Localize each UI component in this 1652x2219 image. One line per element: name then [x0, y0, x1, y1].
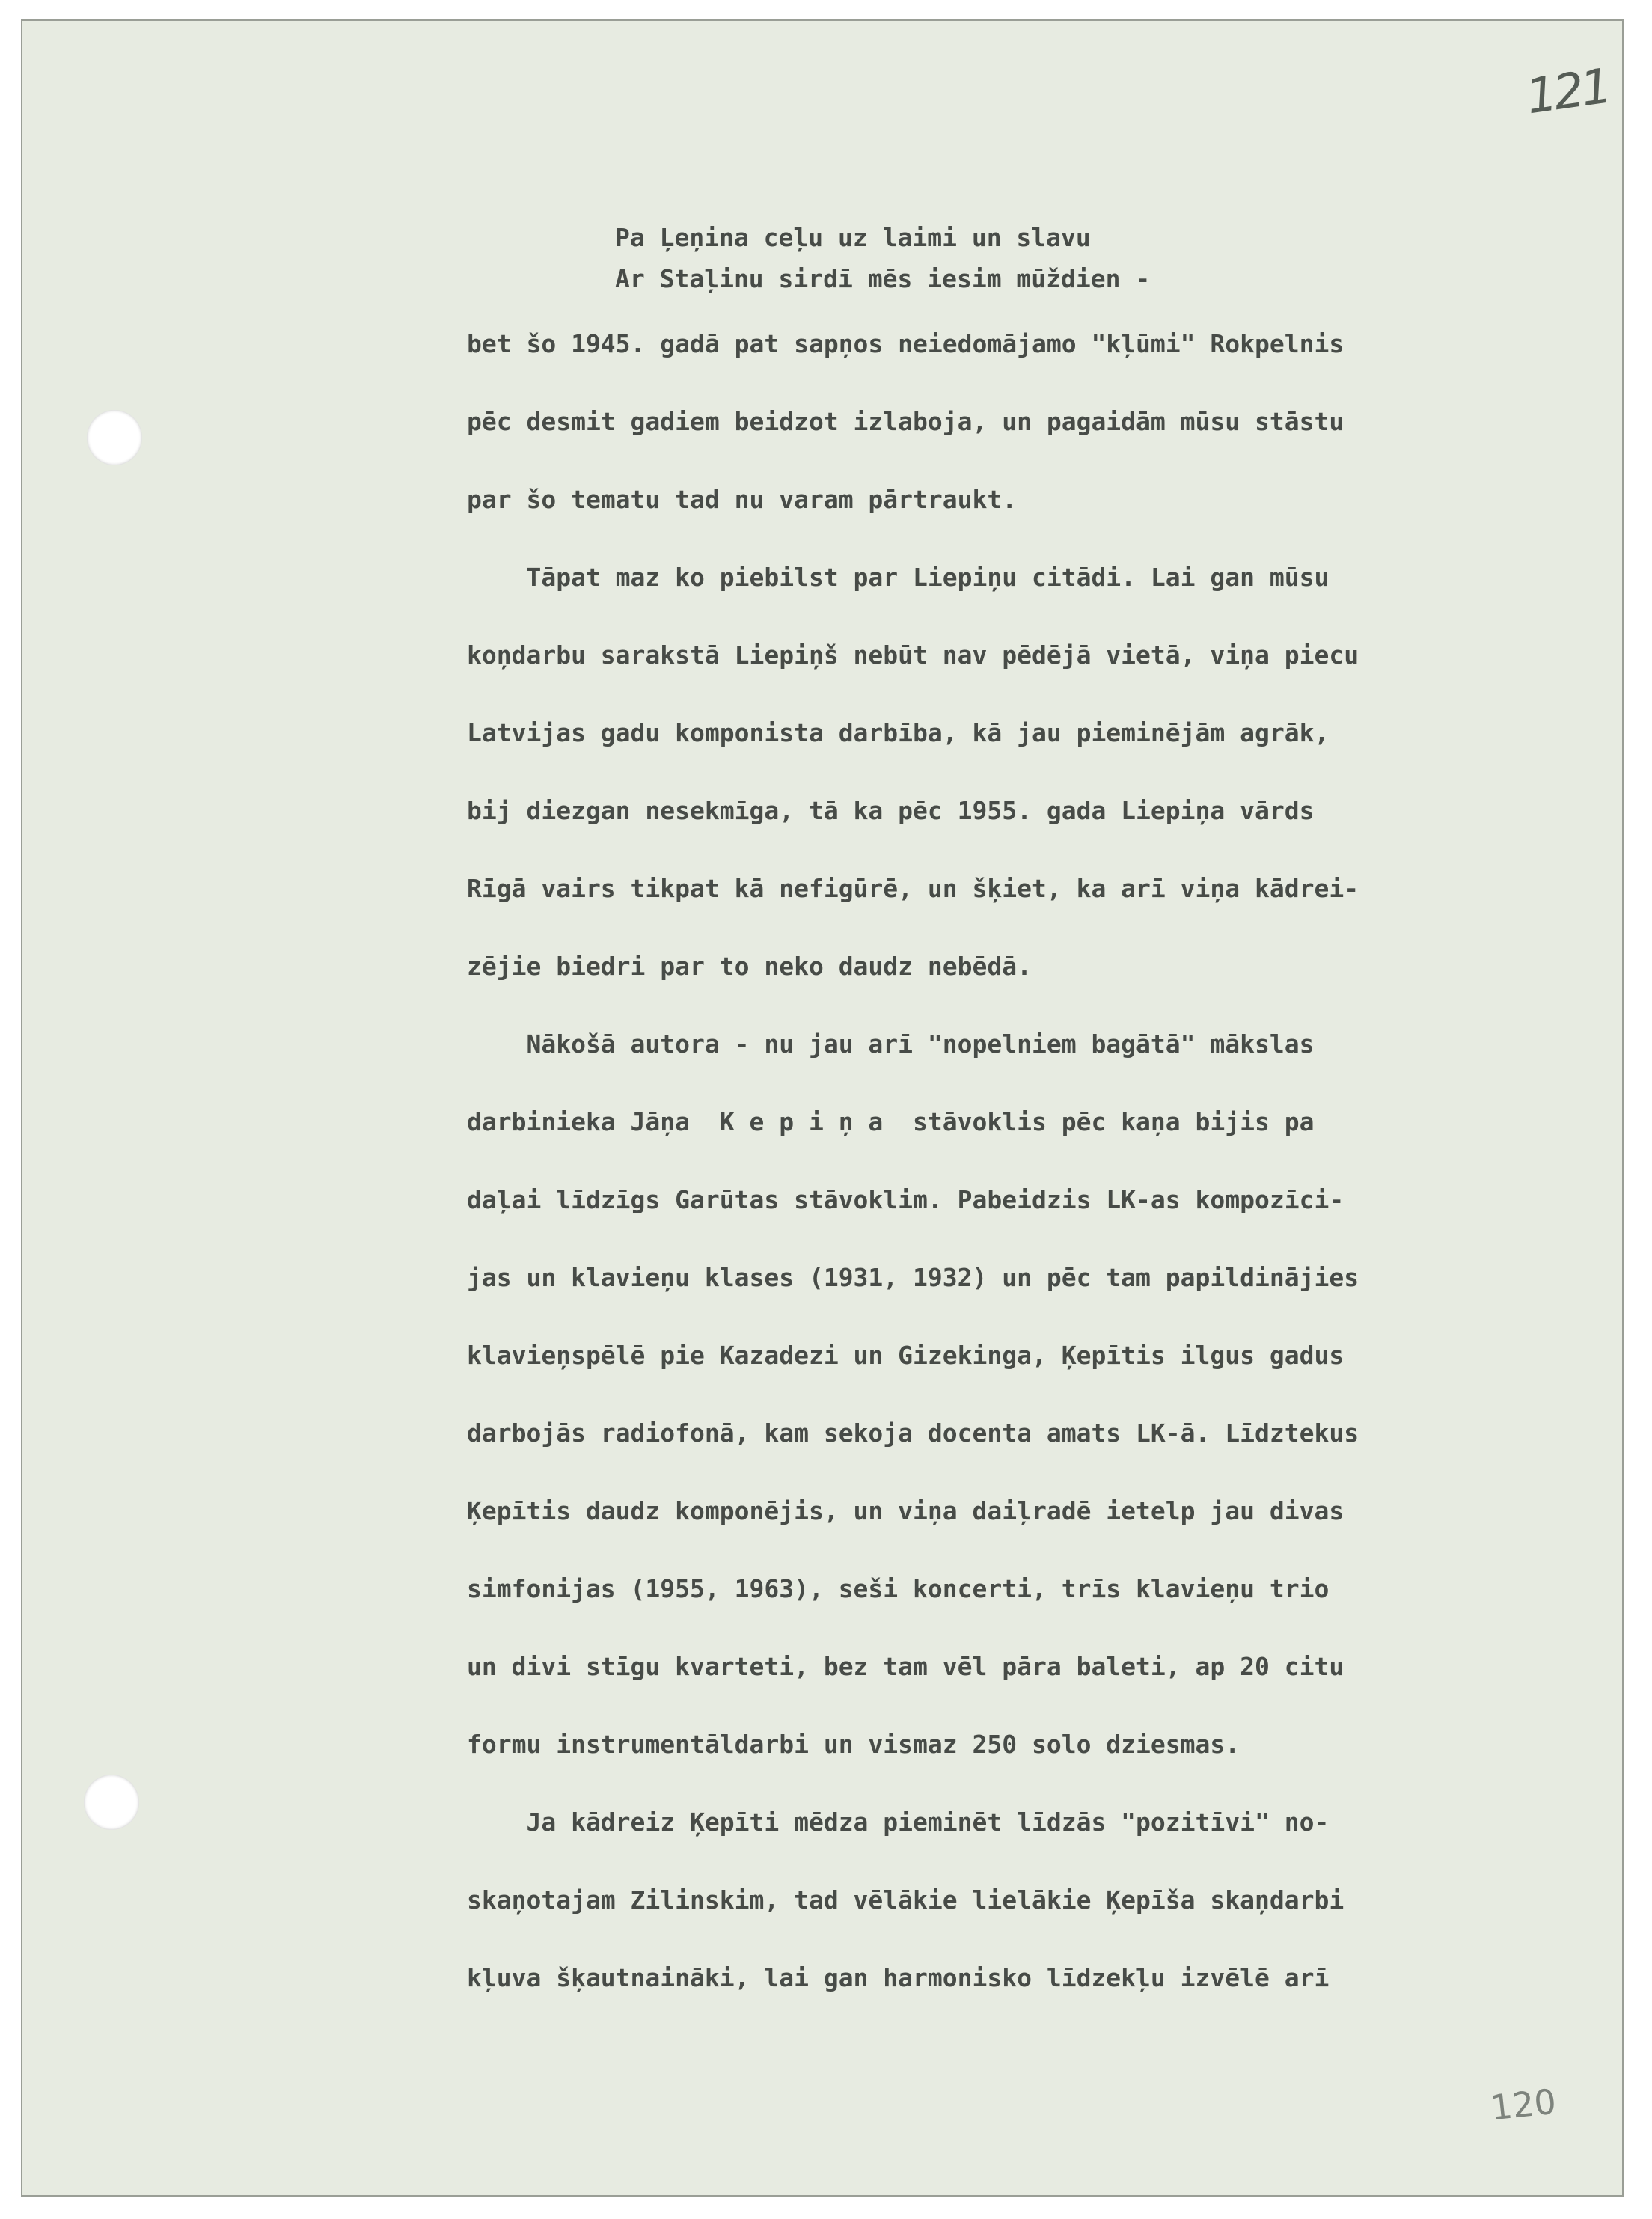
- text-line: simfonijas (1955, 1963), seši koncerti, trīs klavieņu trio: [467, 1574, 1330, 1603]
- text-line: darbinieka Jāņa K e p i ņ a stāvoklis pēc kaņa bijis pa: [467, 1107, 1315, 1136]
- text-line: Tāpat maz ko piebilst par Liepiņu citādi. Lai gan mūsu: [467, 563, 1330, 592]
- text-line: Nākošā autora - nu jau arī "nopelniem bagātā" mākslas: [467, 1029, 1315, 1059]
- text-line: bet šo 1945. gadā pat sapņos neiedomājamo "kļūmi" Rokpelnis: [467, 329, 1344, 358]
- text-line: Rīgā vairs tikpat kā nefigūrē, un šķiet, ka arī viņa kādrei-: [467, 874, 1359, 903]
- text-line: jas un klavieņu klases (1931, 1932) un pēc tam papildinājies: [467, 1263, 1359, 1292]
- verse-line: Pa Ļeņina ceļu uz laimi un slavu: [615, 223, 1091, 252]
- verse-line: Ar Staļinu sirdī mēs iesim mūždien -: [615, 264, 1151, 293]
- text-line: Ķepītis daudz komponējis, un viņa daiļradē ietelp jau divas: [467, 1496, 1344, 1525]
- punch-hole: [84, 1775, 139, 1830]
- handwritten-page-number: 121: [1523, 58, 1612, 126]
- text-line: pēc desmit gadiem beidzot izlaboja, un pagaidām mūsu stāstu: [467, 407, 1344, 436]
- text-line: Latvijas gadu komponista darbība, kā jau pieminējām agrāk,: [467, 718, 1330, 747]
- text-line: formu instrumentāldarbi un vismaz 250 solo dziesmas.: [467, 1730, 1240, 1759]
- text-line: bij diezgan nesekmīga, tā ka pēc 1955. gada Liepiņa vārds: [467, 796, 1315, 825]
- handwritten-page-number: 120: [1488, 2081, 1558, 2128]
- text-line: koņdarbu sarakstā Liepiņš nebūt nav pēdējā vietā, viņa piecu: [467, 640, 1359, 670]
- text-line: zējie biedri par to neko daudz nebēdā.: [467, 952, 1032, 981]
- text-line: darbojās radiofonā, kam sekoja docenta amats LK-ā. Līdztekus: [467, 1418, 1359, 1448]
- text-line: Ja kādreiz Ķepīti mēdza pieminēt līdzās "pozitīvi" no-: [467, 1808, 1330, 1837]
- text-line: daļai līdzīgs Garūtas stāvoklim. Pabeidzis LK-as kompozīci-: [467, 1185, 1344, 1214]
- punch-hole: [87, 410, 142, 465]
- text-line: par šo tematu tad nu varam pārtraukt.: [467, 485, 1018, 514]
- text-line: kļuva šķautnaināki, lai gan harmonisko līdzekļu izvēlē arī: [467, 1963, 1330, 1992]
- text-line: un divi stīgu kvarteti, bez tam vēl pāra baleti, ap 20 citu: [467, 1652, 1344, 1681]
- text-line: skaņotajam Zilinskim, tad vēlākie lielākie Ķepīša skaņdarbi: [467, 1885, 1344, 1915]
- typewritten-page: [21, 19, 1624, 2197]
- text-line: klavieņspēlē pie Kazadezi un Gizekinga, Ķepītis ilgus gadus: [467, 1341, 1344, 1370]
